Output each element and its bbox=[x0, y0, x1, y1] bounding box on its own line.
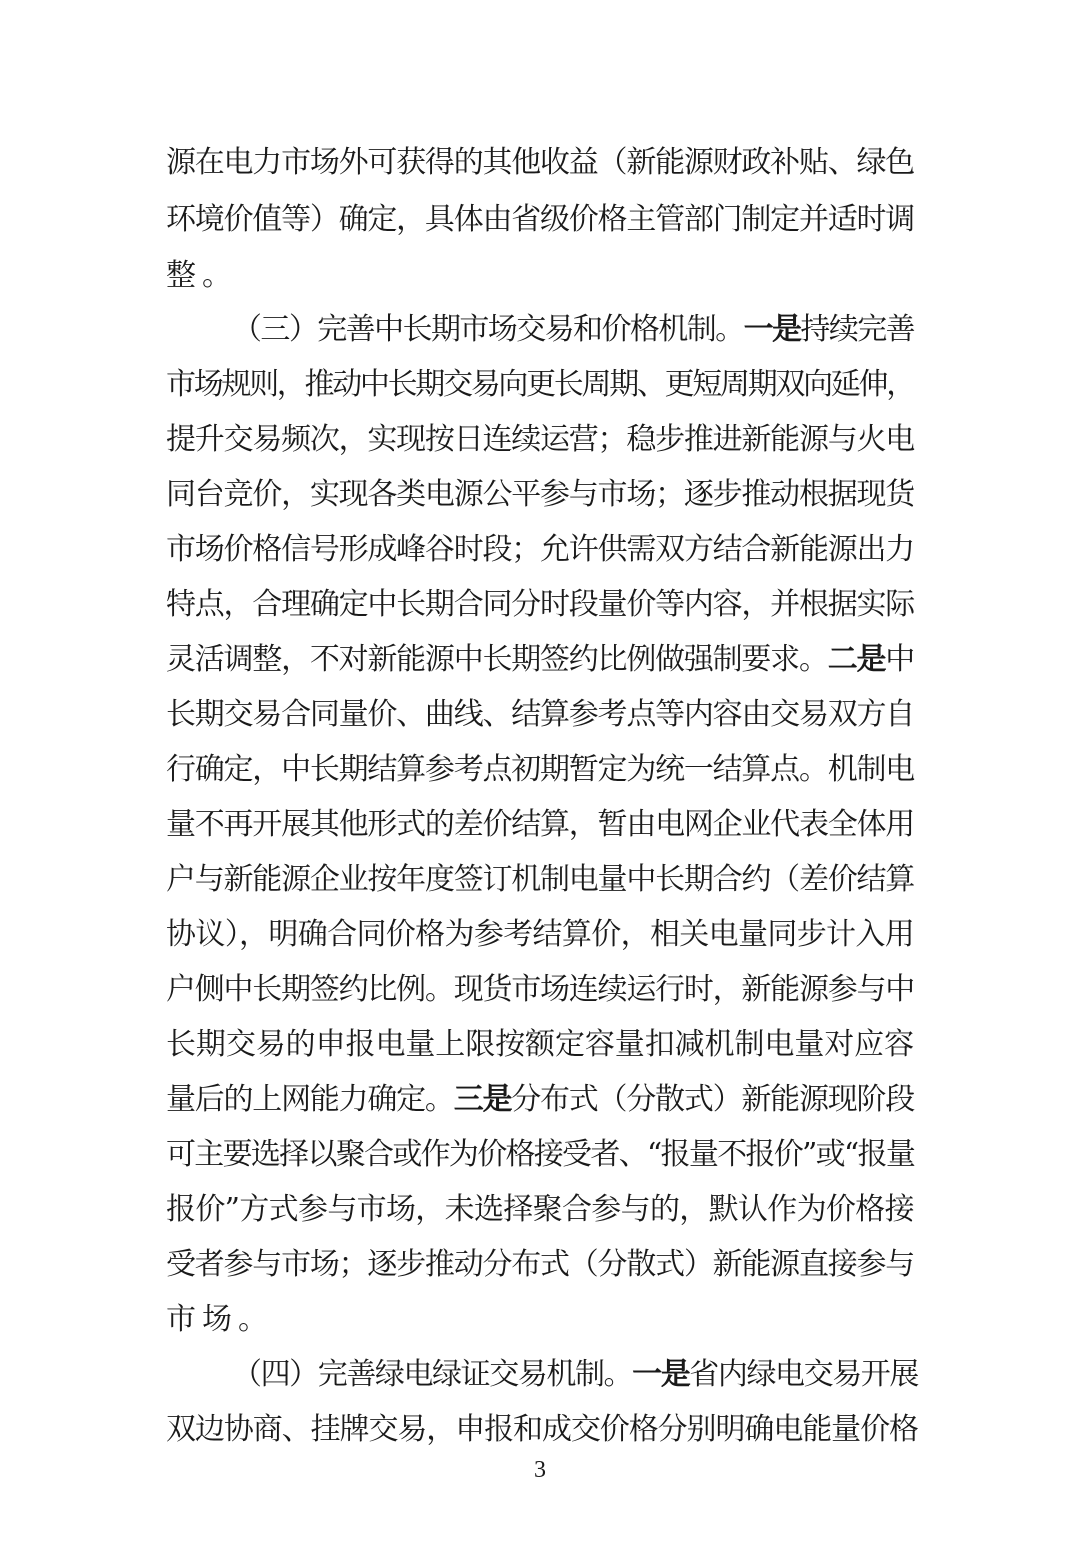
bold-lead-phrase: 一是 bbox=[743, 312, 801, 347]
text-line-content bbox=[166, 1412, 918, 1447]
text-segment: 量不再开展其他形式的差价结算，暂由电网企业代表全体用 bbox=[166, 807, 915, 842]
text-line-content bbox=[166, 697, 914, 732]
text-segment: 受者参与市场；逐步推动分布式（分散式）新能源直接参与 bbox=[166, 1247, 915, 1282]
text-segment: 同台竞价，实现各类电源公平参与市场；逐步推动根据现货 bbox=[166, 477, 915, 512]
text-line bbox=[166, 907, 914, 963]
text-line bbox=[232, 302, 914, 358]
text-segment: 量后的上网能力确定。 bbox=[166, 1082, 454, 1117]
text-line bbox=[166, 632, 914, 688]
text-segment: 市场。 bbox=[166, 1302, 274, 1337]
text-line bbox=[166, 687, 914, 743]
text-line-content bbox=[166, 642, 914, 677]
text-line-content bbox=[232, 312, 914, 347]
text-line bbox=[166, 852, 914, 908]
text-line-content bbox=[166, 587, 914, 622]
text-line bbox=[166, 522, 914, 578]
text-line bbox=[166, 962, 914, 1018]
text-line bbox=[166, 1182, 914, 1238]
text-line bbox=[166, 1127, 914, 1183]
text-line bbox=[166, 192, 914, 248]
text-line bbox=[166, 577, 914, 633]
text-line bbox=[166, 467, 914, 523]
text-line bbox=[166, 1237, 914, 1293]
text-segment: 长期交易合同量价、曲线、结算参考点等内容由交易双方自 bbox=[166, 697, 915, 732]
text-line-content bbox=[166, 917, 914, 952]
text-line-content bbox=[166, 1247, 914, 1282]
text-line-content bbox=[166, 807, 914, 842]
bold-lead-phrase: 一是 bbox=[632, 1357, 690, 1392]
text-segment: 市场价格信号形成峰谷时段；允许供需双方结合新能源出力 bbox=[166, 532, 915, 567]
text-segment: 持续完善 bbox=[800, 312, 915, 347]
text-line-content bbox=[166, 422, 914, 457]
text-line-content bbox=[166, 532, 914, 567]
text-line-content bbox=[166, 367, 914, 402]
text-line bbox=[232, 1347, 918, 1403]
text-line-content bbox=[166, 972, 914, 1007]
text-segment: 双边协商、挂牌交易，申报和成交价格分别明确电能量价格 bbox=[166, 1412, 918, 1447]
text-segment: 环境价值等）确定，具体由省级价格主管部门制定并适时调 bbox=[166, 202, 915, 237]
text-line-content bbox=[166, 1302, 274, 1337]
text-line-content bbox=[166, 202, 914, 237]
text-line bbox=[166, 1072, 914, 1128]
text-segment: 市场规则，推动中长期交易向更长周期、更短周期双向延伸， bbox=[166, 367, 914, 402]
text-line bbox=[166, 135, 914, 191]
text-line bbox=[166, 412, 914, 468]
text-segment: 行确定，中长期结算参考点初期暂定为统一结算点。机制电 bbox=[166, 752, 915, 787]
text-segment: 户侧中长期签约比例。现货市场连续运行时，新能源参与中 bbox=[166, 972, 915, 1007]
text-line-content bbox=[166, 258, 238, 293]
text-segment: 省内绿电交易开展 bbox=[689, 1357, 918, 1392]
text-line-content bbox=[166, 477, 914, 512]
text-segment: （三）完善中长期市场交易和价格机制。 bbox=[232, 312, 744, 347]
text-line bbox=[166, 1017, 914, 1073]
text-line-content bbox=[166, 145, 914, 180]
bold-lead-phrase: 三是 bbox=[453, 1082, 512, 1117]
text-segment: 源在电力市场外可获得的其他收益（新能源财政补贴、绿色 bbox=[166, 145, 915, 180]
text-segment: 可主要选择以聚合或作为价格接受者、“报量不报价”或“报量 bbox=[166, 1137, 915, 1172]
text-line-content bbox=[166, 1027, 914, 1062]
text-line bbox=[166, 1292, 274, 1348]
text-line-content bbox=[166, 1082, 914, 1117]
text-segment: 中 bbox=[885, 642, 915, 677]
bold-lead-phrase: 二是 bbox=[827, 642, 886, 677]
text-line-content bbox=[166, 862, 914, 897]
page-number: 3 bbox=[534, 1457, 546, 1483]
text-line-content bbox=[166, 1137, 914, 1172]
text-segment: 特点，合理确定中长期合同分时段量价等内容，并根据实际 bbox=[166, 587, 915, 622]
text-line bbox=[166, 248, 238, 304]
text-segment: 协议），明确合同价格为参考结算价，相关电量同步计入用 bbox=[166, 917, 915, 952]
text-segment: （四）完善绿电绿证交易机制。 bbox=[232, 1357, 633, 1392]
text-line bbox=[166, 797, 914, 853]
text-segment: 长期交易的申报电量上限按额定容量扣减机制电量对应容 bbox=[166, 1027, 914, 1062]
text-segment: 报价”方式参与市场，未选择聚合参与的，默认作为价格接 bbox=[166, 1192, 914, 1227]
text-segment: 灵活调整，不对新能源中长期签约比例做强制要求。 bbox=[166, 642, 828, 677]
text-line-content bbox=[166, 752, 914, 787]
text-line bbox=[166, 742, 914, 798]
text-segment: 户与新能源企业按年度签订机制电量中长期合约（差价结算 bbox=[166, 862, 915, 897]
text-line bbox=[166, 357, 914, 413]
text-segment: 整。 bbox=[166, 258, 238, 293]
text-segment: 提升交易频次，实现按日连续运营；稳步推进新能源与火电 bbox=[166, 422, 915, 457]
text-line-content bbox=[166, 1192, 914, 1227]
text-line-content bbox=[232, 1357, 918, 1392]
text-segment: 分布式（分散式）新能源现阶段 bbox=[511, 1082, 915, 1117]
